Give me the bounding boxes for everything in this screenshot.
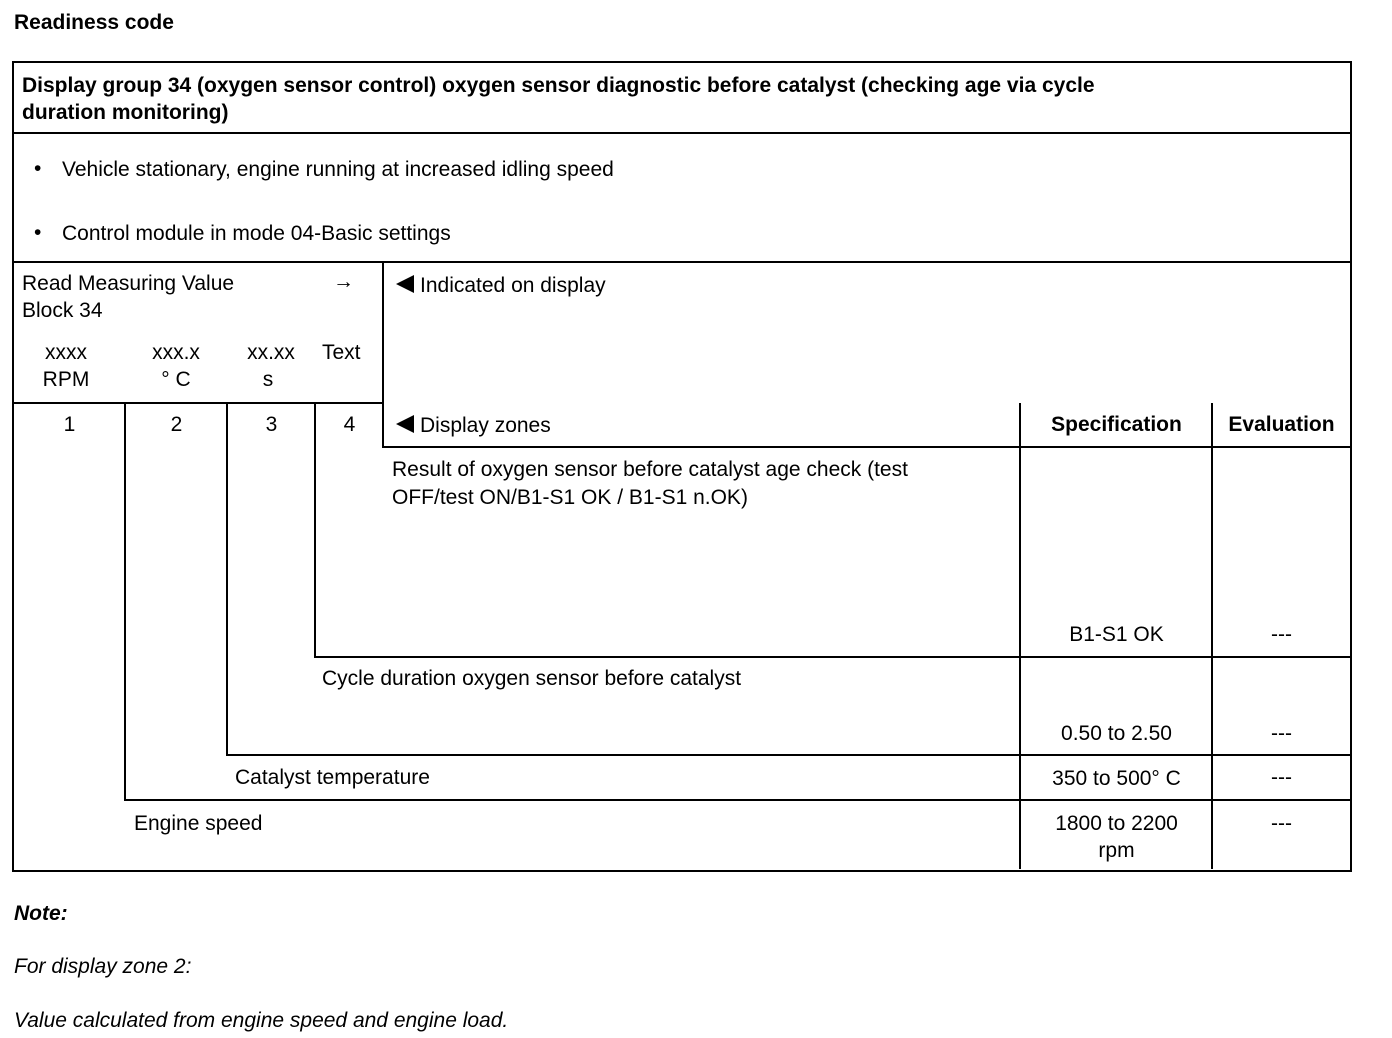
row-eval-zone3: ---	[1271, 722, 1292, 745]
block-label-line2: Block 34	[22, 299, 103, 322]
field-unit-2: ° C	[161, 368, 191, 391]
row-desc-zone1: Engine speed	[134, 812, 263, 835]
row-eval-zone4: ---	[1271, 623, 1292, 646]
note-line-1: For display zone 2:	[14, 955, 192, 978]
field-unit-1: RPM	[42, 368, 90, 391]
row-spec-zone1-line2: rpm	[1098, 839, 1135, 862]
bullet-icon: •	[34, 221, 42, 244]
row-desc-zone2: Catalyst temperature	[235, 766, 430, 789]
field-format-3: xx.xx	[247, 341, 295, 364]
zone-number-3: 3	[265, 413, 278, 436]
row-desc-zone4-line2: OFF/test ON/B1-S1 OK / B1-S1 n.OK)	[392, 486, 748, 509]
indicated-label: Indicated on display	[420, 274, 606, 297]
note-line-2: Value calculated from engine speed and engine load.	[14, 1009, 509, 1032]
pointer-left-icon	[396, 415, 414, 433]
row-eval-zone1: ---	[1271, 812, 1292, 835]
bullet-icon: •	[34, 157, 42, 180]
row-eval-zone2: ---	[1271, 766, 1292, 789]
row-spec-zone4: B1-S1 OK	[1069, 623, 1164, 646]
note-label: Note:	[14, 902, 68, 925]
section-title: Readiness code	[14, 11, 174, 34]
row-spec-zone3: 0.50 to 2.50	[1061, 722, 1172, 745]
block-label-line1: Read Measuring Value	[22, 272, 235, 295]
table-heading-line1: Display group 34 (oxygen sensor control) oxygen sensor diagnostic before catalyst (checking age via cycle	[22, 74, 1095, 97]
row-spec-zone1-line1: 1800 to 2200	[1055, 812, 1178, 835]
zone-number-4: 4	[343, 413, 356, 436]
spec-header: Specification	[1051, 413, 1182, 436]
condition-2: Control module in mode 04-Basic settings	[62, 222, 451, 245]
field-unit-3: s	[262, 368, 274, 391]
pointer-left-icon	[396, 275, 414, 293]
row-desc-zone3: Cycle duration oxygen sensor before catalyst	[322, 667, 742, 690]
condition-1: Vehicle stationary, engine running at increased idling speed	[62, 158, 614, 181]
row-spec-zone2: 350 to 500° C	[1052, 767, 1181, 790]
eval-header: Evaluation	[1228, 413, 1335, 436]
arrow-right-icon: →	[333, 270, 354, 293]
table-heading-line2: duration monitoring)	[22, 101, 229, 124]
zone-number-2: 2	[170, 413, 183, 436]
field-format-1: xxxx	[45, 341, 87, 364]
row-desc-zone4-line1: Result of oxygen sensor before catalyst age check (test	[392, 458, 908, 481]
field-format-2: xxx.x	[152, 341, 200, 364]
field-format-4: Text	[322, 341, 361, 364]
zones-label: Display zones	[420, 414, 551, 437]
zone-number-1: 1	[63, 413, 76, 436]
